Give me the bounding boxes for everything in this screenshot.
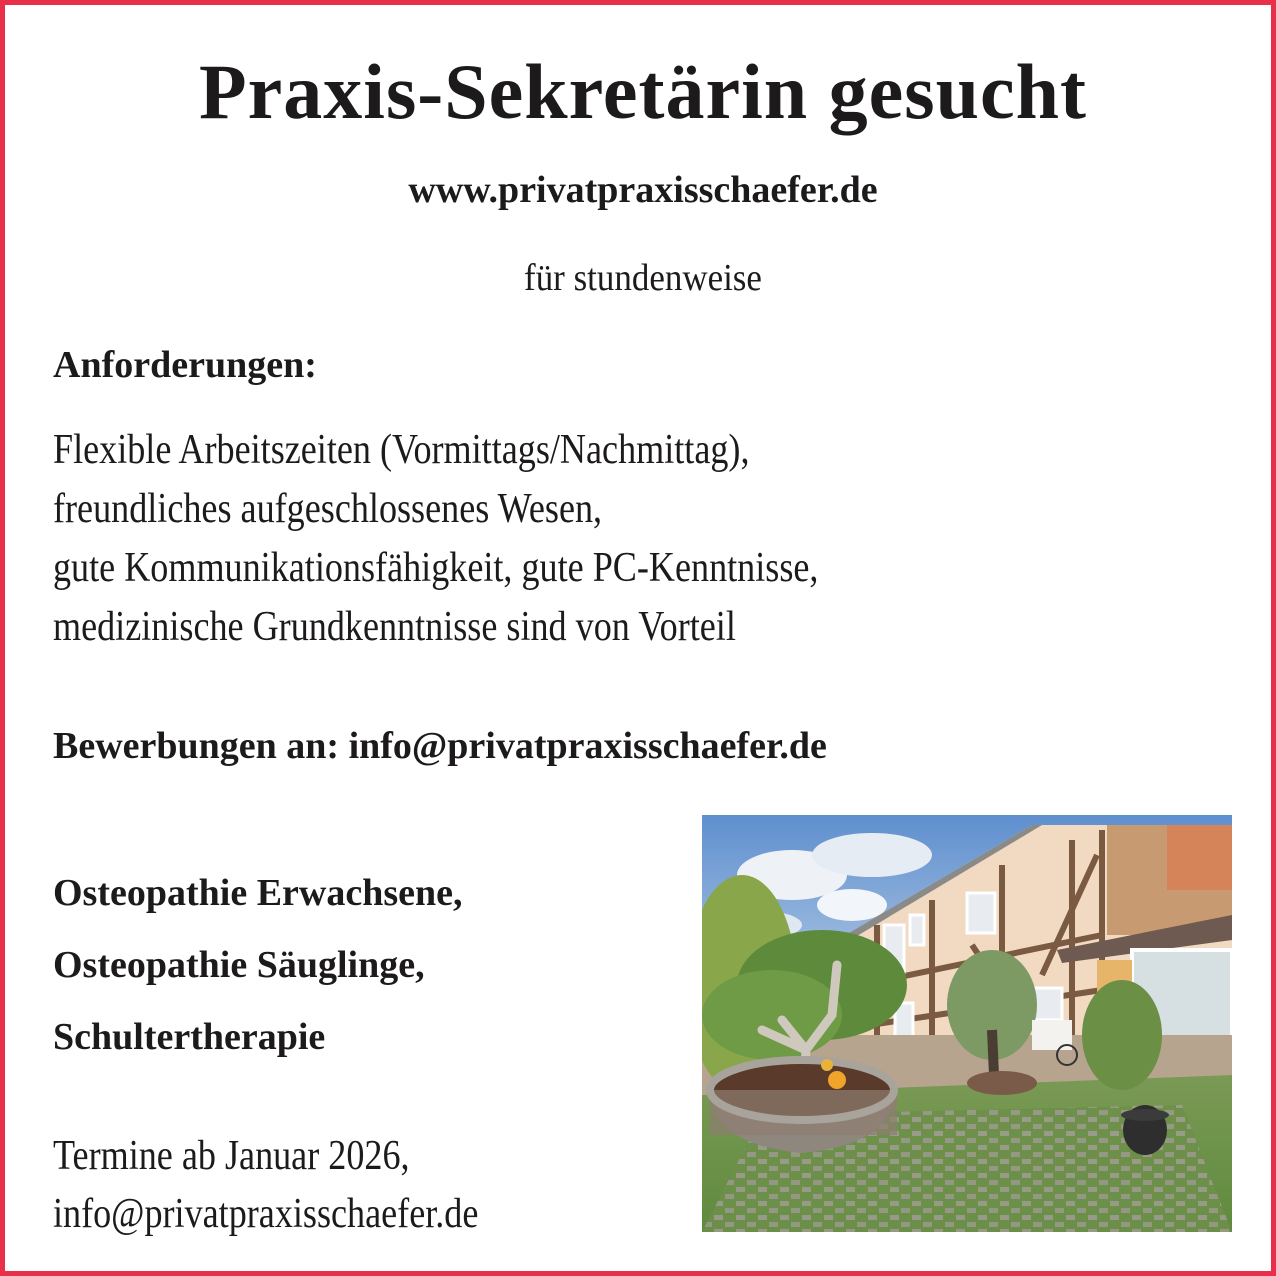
service-item: Schultertherapie xyxy=(53,1016,326,1058)
requirement-line: freundliches aufgeschlossenes Wesen, xyxy=(53,486,603,532)
requirement-line: medizinische Grundkenntnisse sind von Vorteil xyxy=(53,604,736,650)
ad-title: Praxis-Sekretärin gesucht xyxy=(199,48,1087,135)
service-item: Osteopathie Erwachsene, xyxy=(53,872,463,914)
service-item: Osteopathie Säuglinge, xyxy=(53,944,425,986)
contact-block xyxy=(53,1127,707,1243)
application-email[interactable]: Bewerbungen an: info@privatpraxisschaefer.de xyxy=(53,725,827,767)
services-list xyxy=(53,857,463,1073)
ad-subtitle: für stundenweise xyxy=(524,257,762,299)
requirements-heading: Anforderungen: xyxy=(53,344,317,386)
requirements-list xyxy=(53,421,1171,657)
appointments-text: Termine ab Januar 2026, xyxy=(53,1133,410,1179)
requirement-line: Flexible Arbeitszeiten (Vormittags/Nachmittag), xyxy=(53,427,750,473)
contact-email[interactable]: info@privatpraxisschaefer.de xyxy=(53,1191,479,1237)
courtyard-photo xyxy=(702,815,1232,1232)
requirement-line: gute Kommunikationsfähigkeit, gute PC-Kenntnisse, xyxy=(53,545,819,591)
website-link[interactable]: www.privatpraxisschaefer.de xyxy=(408,169,878,211)
